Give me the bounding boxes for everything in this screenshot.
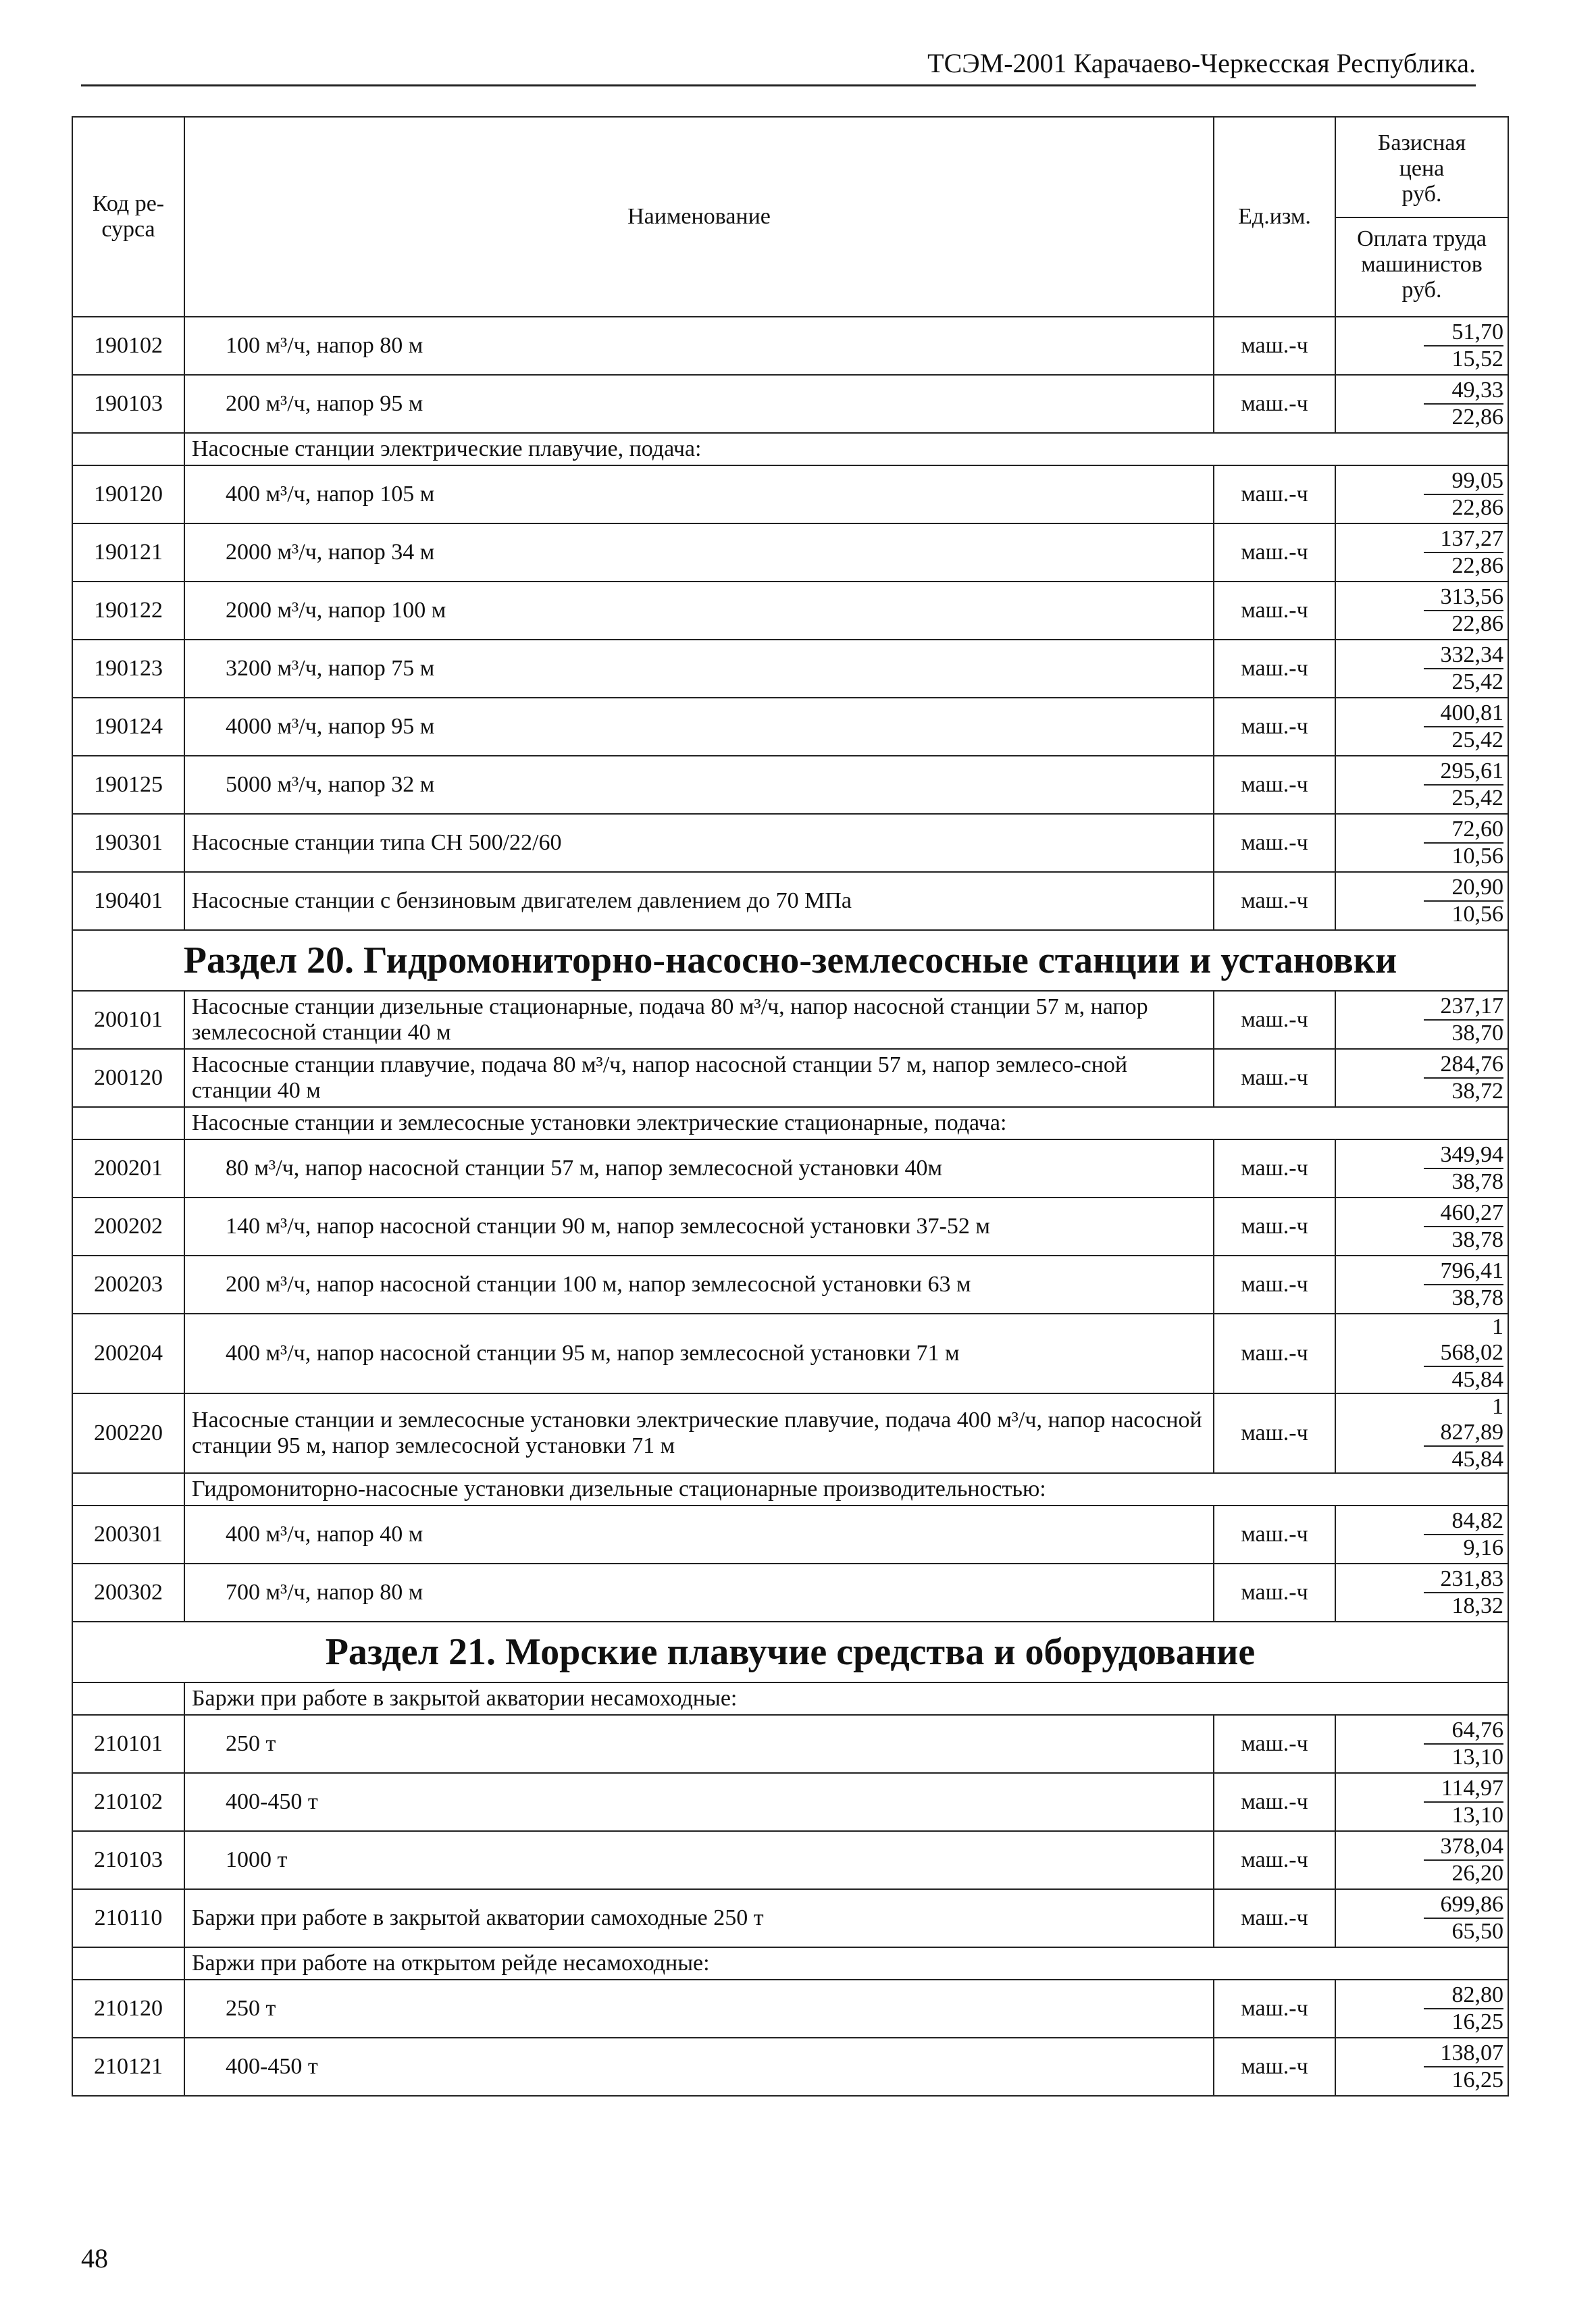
resource-name: 700 м³/ч, напор 80 м [184,1564,1214,1622]
resource-name: 400 м³/ч, напор насосной станции 95 м, напор землесосной установки 71 м [184,1314,1214,1393]
resource-price-cell [1335,698,1508,756]
labor-pay: 45,84 [1451,1447,1503,1472]
resource-unit: маш.-ч [1214,1773,1335,1831]
labor-pay: 26,20 [1451,1861,1503,1886]
labor-pay: 65,50 [1451,1919,1503,1945]
resource-code: 190103 [72,375,184,433]
resource-name: 3200 м³/ч, напор 75 м [184,640,1214,698]
col-header-price [1335,117,1508,317]
resource-name: 2000 м³/ч, напор 34 м [184,523,1214,582]
labor-pay: 16,25 [1451,2067,1503,2093]
resource-name: 400-450 т [184,2038,1214,2096]
page-header: ТСЭМ-2001 Карачаево-Черкесская Республика. [81,47,1476,86]
table-row [72,1049,1508,1107]
resource-price-cell [1335,317,1508,375]
table-row [72,1393,1508,1473]
resource-code: 200220 [72,1393,184,1473]
resource-name: 200 м³/ч, напор насосной станции 100 м, напор землесосной установки 63 м [184,1256,1214,1314]
labor-pay: 10,56 [1451,844,1503,869]
base-price: 284,76 [1424,1052,1503,1079]
resource-name: 100 м³/ч, напор 80 м [184,317,1214,375]
resource-code: 190301 [72,814,184,872]
resource-code: 200120 [72,1049,184,1107]
resource-table [72,116,1509,2097]
resource-price-cell [1335,814,1508,872]
labor-pay: 13,10 [1451,1803,1503,1828]
resource-unit: маш.-ч [1214,1715,1335,1773]
resource-unit: маш.-ч [1214,814,1335,872]
base-price: 99,05 [1424,468,1503,495]
table-row [72,1506,1508,1564]
labor-pay: 38,72 [1451,1079,1503,1104]
table-row [72,1773,1508,1831]
resource-name: Баржи при работе в закрытой акватории самоходные 250 т [184,1889,1214,1947]
labor-pay: 15,52 [1451,346,1503,371]
base-price: 313,56 [1424,584,1503,611]
resource-price-cell [1335,1831,1508,1889]
base-price: 400,81 [1424,700,1503,727]
group-title: Насосные станции электрические плавучие, подача: [184,433,1508,465]
resource-code: 200302 [72,1564,184,1622]
group-row [72,1947,1508,1980]
table-row [72,1715,1508,1773]
header-labor-pay: Оплата труда машинистов руб. [1357,226,1487,303]
base-price: 49,33 [1424,378,1503,405]
group-row [72,1107,1508,1139]
resource-price-cell [1335,872,1508,930]
table-row [72,2038,1508,2096]
resource-unit: маш.-ч [1214,2038,1335,2096]
resource-code: 190401 [72,872,184,930]
base-price: 796,41 [1424,1258,1503,1285]
table-row [72,1314,1508,1393]
resource-name: 1000 т [184,1831,1214,1889]
table-row [72,1256,1508,1314]
resource-price-cell [1335,1393,1508,1473]
labor-pay: 22,86 [1451,405,1503,430]
labor-pay: 38,78 [1451,1285,1503,1310]
labor-pay: 25,42 [1451,786,1503,811]
table-body [72,317,1508,2096]
resource-price-cell [1335,640,1508,698]
col-header-unit: Ед.изм. [1214,117,1335,317]
page-number: 48 [81,2243,108,2273]
base-price: 20,90 [1424,875,1503,902]
resource-price-cell [1335,1049,1508,1107]
resource-price-cell [1335,465,1508,523]
resource-unit: маш.-ч [1214,756,1335,814]
resource-code: 210110 [72,1889,184,1947]
resource-price-cell [1335,1139,1508,1198]
section-row [72,1622,1508,1682]
resource-unit: маш.-ч [1214,1889,1335,1947]
base-price: 84,82 [1424,1508,1503,1535]
col-header-name: Наименование [184,117,1214,317]
resource-name: Насосные станции типа СН 500/22/60 [184,814,1214,872]
resource-name: 80 м³/ч, напор насосной станции 57 м, напор землесосной установки 40м [184,1139,1214,1198]
resource-name: 400-450 т [184,1773,1214,1831]
labor-pay: 25,42 [1451,727,1503,752]
table-row [72,317,1508,375]
resource-unit: маш.-ч [1214,1139,1335,1198]
labor-pay: 22,86 [1451,495,1503,520]
group-row [72,1682,1508,1715]
section-title: Раздел 20. Гидромониторно-насосно-землесосные станции и установки [72,930,1508,991]
labor-pay: 38,70 [1451,1021,1503,1046]
labor-pay: 13,10 [1451,1745,1503,1770]
resource-unit: маш.-ч [1214,1506,1335,1564]
resource-code: 200203 [72,1256,184,1314]
resource-code: 190124 [72,698,184,756]
labor-pay: 45,84 [1451,1367,1503,1393]
table-row [72,1564,1508,1622]
resource-price-cell [1335,1564,1508,1622]
resource-price-cell [1335,991,1508,1049]
base-price: 137,27 [1424,526,1503,553]
base-price: 138,07 [1424,2040,1503,2067]
resource-price-cell [1335,1715,1508,1773]
resource-price-cell [1335,1773,1508,1831]
resource-code: 200301 [72,1506,184,1564]
table-row [72,465,1508,523]
group-title: Баржи при работе в закрытой акватории несамоходные: [184,1682,1508,1715]
resource-name: 250 т [184,1715,1214,1773]
resource-price-cell [1335,1198,1508,1256]
table-row [72,1198,1508,1256]
resource-code: 210120 [72,1980,184,2038]
labor-pay: 38,78 [1451,1227,1503,1252]
resource-unit: маш.-ч [1214,872,1335,930]
resource-unit: маш.-ч [1214,698,1335,756]
resource-code: 200101 [72,991,184,1049]
base-price: 460,27 [1424,1200,1503,1227]
resource-name: 4000 м³/ч, напор 95 м [184,698,1214,756]
resource-code: 210102 [72,1773,184,1831]
resource-name: 5000 м³/ч, напор 32 м [184,756,1214,814]
labor-pay: 18,32 [1451,1593,1503,1619]
base-price: 1 568,02 [1424,1314,1503,1367]
labor-pay: 38,78 [1451,1169,1503,1194]
table-row [72,1139,1508,1198]
resource-unit: маш.-ч [1214,1198,1335,1256]
resource-code: 190120 [72,465,184,523]
group-title: Гидромониторно-насосные установки дизельные стационарные производительностью: [184,1473,1508,1506]
labor-pay: 22,86 [1451,553,1503,578]
resource-code: 200201 [72,1139,184,1198]
resource-code: 200202 [72,1198,184,1256]
resource-unit: маш.-ч [1214,1831,1335,1889]
table-row [72,375,1508,433]
labor-pay: 10,56 [1451,902,1503,927]
resource-unit: маш.-ч [1214,1314,1335,1393]
resource-price-cell [1335,582,1508,640]
resource-name: 400 м³/ч, напор 105 м [184,465,1214,523]
resource-price-cell [1335,1980,1508,2038]
resource-unit: маш.-ч [1214,640,1335,698]
resource-price-cell [1335,375,1508,433]
table-row [72,1889,1508,1947]
resource-code: 210121 [72,2038,184,2096]
resource-name: Насосные станции плавучие, подача 80 м³/ч, напор насосной станции 57 м, напор землесо-сной станции 40 м [184,1049,1214,1107]
base-price: 64,76 [1424,1718,1503,1745]
resource-price-cell [1335,2038,1508,2096]
resource-name: 400 м³/ч, напор 40 м [184,1506,1214,1564]
resource-name: Насосные станции дизельные стационарные, подача 80 м³/ч, напор насосной станции 57 м, напор землесосной станции 40 м [184,991,1214,1049]
table-row [72,1980,1508,2038]
table-row [72,1831,1508,1889]
resource-unit: маш.-ч [1214,317,1335,375]
base-price: 51,70 [1424,319,1503,346]
resource-unit: маш.-ч [1214,1980,1335,2038]
table-row [72,523,1508,582]
base-price: 82,80 [1424,1982,1503,2009]
resource-code: 200204 [72,1314,184,1393]
resource-code: 190123 [72,640,184,698]
resource-code: 210103 [72,1831,184,1889]
resource-name: 2000 м³/ч, напор 100 м [184,582,1214,640]
resource-price-cell [1335,523,1508,582]
resource-unit: маш.-ч [1214,1564,1335,1622]
base-price: 378,04 [1424,1834,1503,1861]
base-price: 699,86 [1424,1892,1503,1919]
table-row [72,814,1508,872]
base-price: 231,83 [1424,1566,1503,1593]
col-header-code: Код ре- сурса [72,117,184,317]
base-price: 1 827,89 [1424,1394,1503,1447]
base-price: 72,60 [1424,817,1503,844]
resource-code: 190102 [72,317,184,375]
resource-name: Насосные станции и землесосные установки электрические плавучие, подача 400 м³/ч, напор насосной станции 95 м, напор землесосной установки 71 м [184,1393,1214,1473]
table-row [72,872,1508,930]
resource-price-cell [1335,1506,1508,1564]
resource-price-cell [1335,1314,1508,1393]
table-header-row [72,117,1508,317]
resource-price-cell [1335,1889,1508,1947]
resource-unit: маш.-ч [1214,582,1335,640]
group-row [72,1473,1508,1506]
resource-unit: маш.-ч [1214,1049,1335,1107]
section-row [72,930,1508,991]
resource-code: 190121 [72,523,184,582]
resource-unit: маш.-ч [1214,1393,1335,1473]
base-price: 295,61 [1424,759,1503,786]
resource-unit: маш.-ч [1214,991,1335,1049]
base-price: 114,97 [1424,1776,1503,1803]
resource-code: 210101 [72,1715,184,1773]
header-base-price: Базисная цена руб. [1336,130,1508,218]
table-row [72,991,1508,1049]
labor-pay: 22,86 [1451,611,1503,636]
group-title: Насосные станции и землесосные установки электрические стационарные, подача: [184,1107,1508,1139]
resource-price-cell [1335,1256,1508,1314]
table-row [72,640,1508,698]
group-title: Баржи при работе на открытом рейде несамоходные: [184,1947,1508,1980]
base-price: 237,17 [1424,994,1503,1021]
base-price: 332,34 [1424,642,1503,669]
labor-pay: 25,42 [1451,669,1503,694]
group-row [72,433,1508,465]
table-row [72,698,1508,756]
resource-code: 190122 [72,582,184,640]
labor-pay: 16,25 [1451,2009,1503,2035]
resource-unit: маш.-ч [1214,375,1335,433]
base-price: 349,94 [1424,1142,1503,1169]
section-title: Раздел 21. Морские плавучие средства и оборудование [72,1622,1508,1682]
labor-pay: 9,16 [1463,1535,1503,1561]
table-row [72,582,1508,640]
resource-name: 140 м³/ч, напор насосной станции 90 м, напор землесосной установки 37-52 м [184,1198,1214,1256]
resource-name: 250 т [184,1980,1214,2038]
resource-code: 190125 [72,756,184,814]
resource-name: 200 м³/ч, напор 95 м [184,375,1214,433]
resource-name: Насосные станции с бензиновым двигателем давлением до 70 МПа [184,872,1214,930]
resource-unit: маш.-ч [1214,465,1335,523]
resource-unit: маш.-ч [1214,523,1335,582]
table-row [72,756,1508,814]
resource-price-cell [1335,756,1508,814]
resource-unit: маш.-ч [1214,1256,1335,1314]
